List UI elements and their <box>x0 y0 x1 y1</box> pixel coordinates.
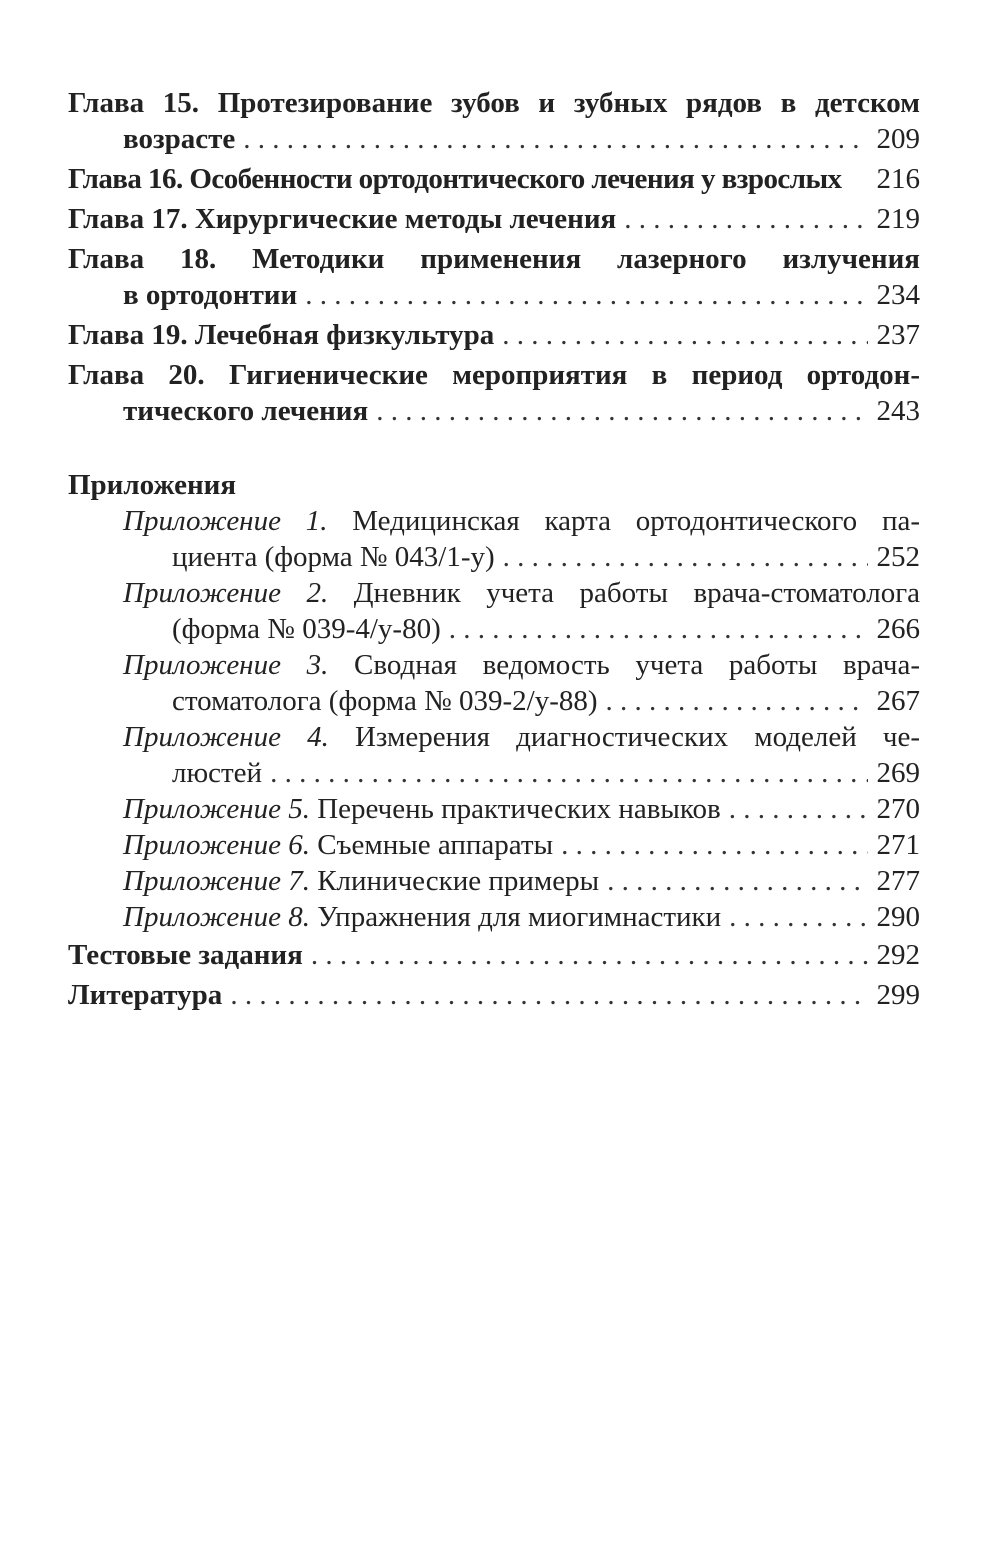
appendix-label: Приложение 4. <box>123 721 329 753</box>
dot-leader <box>624 201 868 237</box>
toc-line <box>68 277 920 313</box>
toc-line <box>68 85 920 121</box>
toc-line <box>68 201 920 237</box>
section-title: Тестовые задания <box>68 939 303 971</box>
appendix-title: Медицинская карта ортодонтического па- <box>352 505 920 537</box>
page-number: 219 <box>876 203 920 235</box>
toc-line <box>68 357 920 393</box>
page-number: 292 <box>876 939 920 971</box>
appendix-label: Приложение 3. <box>123 649 329 681</box>
toc-line <box>68 317 920 353</box>
appendix-label: Приложение 6. <box>123 829 310 861</box>
appendix-title-cont: (форма № 039-4/у-80) <box>172 613 441 645</box>
appendix-label: Приложение 7. <box>123 865 310 897</box>
chapter-title: Глава 17. Хирургические методы лечения <box>68 203 617 235</box>
page-number: 267 <box>876 685 920 717</box>
page-number: 243 <box>876 395 920 427</box>
toc-line <box>68 575 920 611</box>
appendix-label: Приложение 5. <box>123 793 310 825</box>
chapter-title: Глава 16. Особенности ортодонтического лечения у взрослых <box>68 163 842 195</box>
dot-leader <box>230 977 868 1013</box>
toc-line <box>68 827 920 863</box>
dot-leader <box>729 899 868 935</box>
toc-entry-appendix-8[interactable] <box>68 899 920 935</box>
dot-leader <box>502 317 868 353</box>
toc-line <box>68 719 920 755</box>
chapter-title: Глава 20. Гигиенические мероприятия в период ортодон- <box>68 359 920 391</box>
appendix-first-line <box>123 791 721 827</box>
toc-line <box>68 393 920 429</box>
toc-line <box>68 683 920 719</box>
page-number: 266 <box>876 613 920 645</box>
page-number: 216 <box>876 163 920 195</box>
appendix-first-line <box>123 899 721 935</box>
toc-entry-chapter-16[interactable] <box>68 161 920 197</box>
table-of-contents <box>68 85 920 1013</box>
dot-leader <box>311 937 868 973</box>
appendix-label: Приложение 2. <box>123 577 329 609</box>
section-title: Литература <box>68 979 223 1011</box>
toc-line <box>68 121 920 157</box>
appendix-first-line <box>123 863 599 899</box>
toc-entry-appendix-5[interactable] <box>68 791 920 827</box>
toc-entry-appendix-6[interactable] <box>68 827 920 863</box>
appendix-title: Клинические примеры <box>317 865 600 897</box>
toc-entry-appendix-3[interactable] <box>68 647 920 719</box>
toc-entry-chapter-19[interactable] <box>68 317 920 353</box>
appendix-first-line <box>123 827 553 863</box>
appendix-first-line <box>123 647 920 683</box>
appendix-first-line <box>123 719 920 755</box>
appendix-label: Приложение 1. <box>123 505 328 537</box>
toc-entry-chapter-18[interactable] <box>68 241 920 313</box>
dot-leader <box>270 755 868 791</box>
page-number: 270 <box>876 793 920 825</box>
page-number: 234 <box>876 279 920 311</box>
page-number: 269 <box>876 757 920 789</box>
appendix-title: Измерения диагностических моделей че- <box>354 721 920 753</box>
toc-entry-tests[interactable] <box>68 937 920 973</box>
page-number: 277 <box>876 865 920 897</box>
appendix-title-cont: стоматолога (форма № 039-2/у-88) <box>172 685 598 717</box>
chapter-title-cont: тического лечения <box>123 395 369 427</box>
appendix-title: Дневник учета работы врача-стоматолога <box>353 577 920 609</box>
toc-entry-appendix-1[interactable] <box>68 503 920 575</box>
appendix-label: Приложение 8. <box>123 901 310 933</box>
toc-entry-chapter-17[interactable] <box>68 201 920 237</box>
appendix-title: Сводная ведомость учета работы врача- <box>354 649 920 681</box>
dot-leader <box>449 611 868 647</box>
appendix-title: Съемные аппараты <box>317 829 554 861</box>
chapter-list <box>68 85 920 429</box>
toc-line <box>68 899 920 935</box>
toc-line <box>68 977 920 1013</box>
toc-entry-literature[interactable] <box>68 977 920 1013</box>
chapter-title: Глава 15. Протезирование зубов и зубных рядов в детском <box>68 87 920 119</box>
dot-leader <box>729 791 868 827</box>
toc-line <box>68 755 920 791</box>
appendix-list <box>68 503 920 935</box>
dot-leader <box>561 827 868 863</box>
appendices-heading: Приложения <box>68 469 237 501</box>
appendix-first-line <box>123 575 920 611</box>
toc-line <box>68 539 920 575</box>
toc-entry-appendix-2[interactable] <box>68 575 920 647</box>
page-number: 271 <box>876 829 920 861</box>
toc-entry-chapter-20[interactable] <box>68 357 920 429</box>
appendix-title-cont: циента (форма № 043/1-у) <box>172 541 495 573</box>
page-number: 237 <box>876 319 920 351</box>
dot-leader <box>243 121 868 157</box>
toc-line <box>68 611 920 647</box>
toc-line <box>68 241 920 277</box>
toc-line <box>68 937 920 973</box>
chapter-title: Глава 19. Лечебная физкультура <box>68 319 495 351</box>
toc-entry-chapter-15[interactable] <box>68 85 920 157</box>
chapter-title: Глава 18. Методики применения лазерного излучения <box>68 243 920 275</box>
dot-leader <box>305 277 868 313</box>
dot-leader <box>376 393 868 429</box>
page-number: 299 <box>876 979 920 1011</box>
appendix-title: Упражнения для миогимнастики <box>317 901 722 933</box>
dot-leader <box>607 863 868 899</box>
page-number: 252 <box>876 541 920 573</box>
chapter-title-cont: в ортодонтии <box>123 279 298 311</box>
toc-line <box>68 647 920 683</box>
chapter-title-cont: возрасте <box>123 123 236 155</box>
toc-line <box>68 161 920 197</box>
toc-entry-appendix-4[interactable] <box>68 719 920 791</box>
toc-line <box>68 503 920 539</box>
page-number: 290 <box>876 901 920 933</box>
toc-entry-appendix-7[interactable] <box>68 863 920 899</box>
dot-leader <box>503 539 868 575</box>
appendix-title: Перечень практических навыков <box>317 793 721 825</box>
appendix-first-line <box>123 503 920 539</box>
toc-line <box>68 791 920 827</box>
appendix-title-cont: люстей <box>172 757 263 789</box>
page-number: 209 <box>876 123 920 155</box>
toc-line <box>68 863 920 899</box>
back-matter-list <box>68 937 920 1013</box>
dot-leader <box>606 683 868 719</box>
